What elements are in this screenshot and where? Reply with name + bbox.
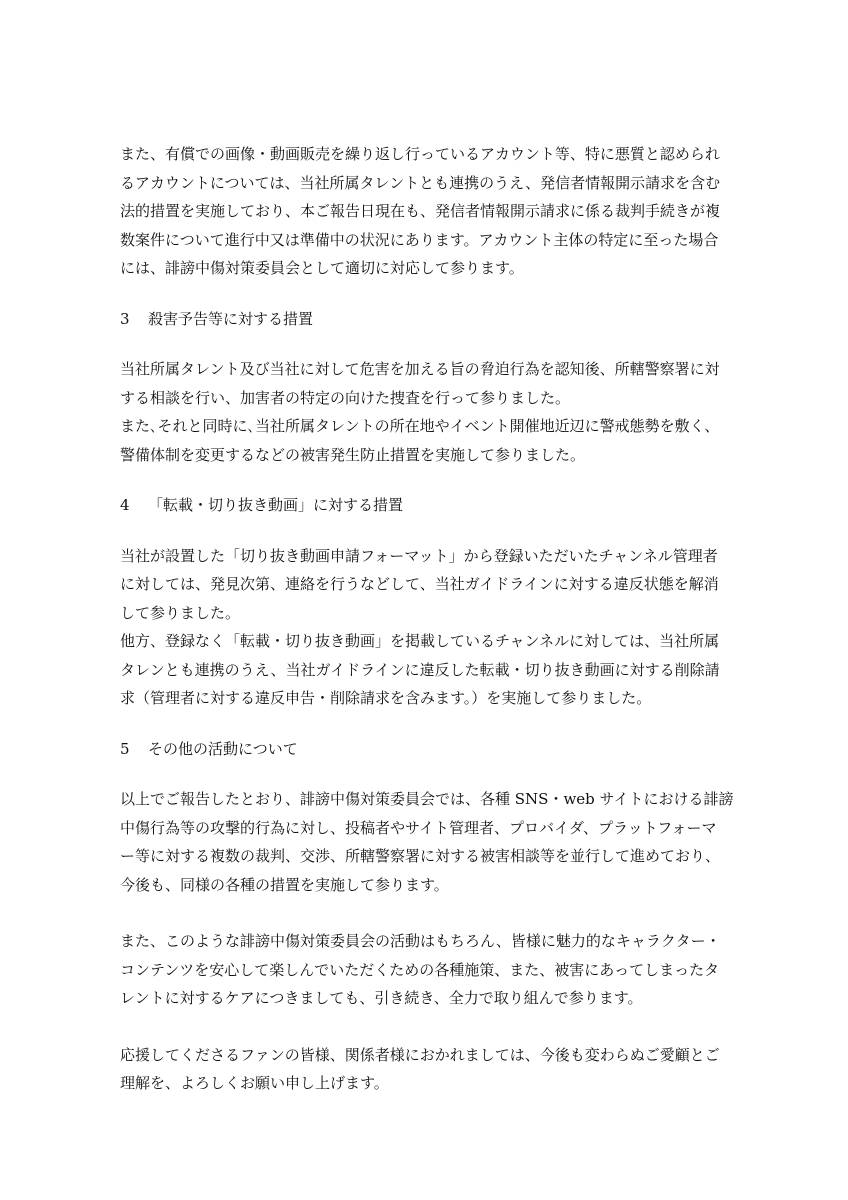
text-line: コンテンツを安心して楽しんでいただくための各種施策、また、被害にあってしまったタ [120, 960, 720, 979]
text-line: 応援してくださるファンの皆様、関係者様におかれましては、今後も変わらぬご愛顧とご [120, 1045, 720, 1064]
text-line: には、誹謗中傷対策委員会として適切に対応して参ります。 [120, 259, 524, 277]
section-heading-3 [120, 305, 730, 334]
paragraph-legal-measures [120, 140, 730, 283]
text-line: 法的措置を実施しており、本ご報告日現在も、発信者情報開示請求に係る裁判手続きが複 [120, 202, 721, 220]
text-line: に対しては、発見次第、連絡を行うなどして、当社ガイドラインに対する違反状態を解消 [120, 575, 719, 593]
section-number: 5 [120, 739, 130, 758]
section-number: 3 [120, 309, 130, 328]
text-line: また、有償での画像・動画販売を繰り返し行っているアカウント等、特に悪質と認められ [120, 145, 720, 163]
text-line: タレンとも連携のうえ、当社ガイドラインに違反した転載・切り抜き動画に対する削除請 [120, 660, 720, 679]
section-title: 殺害予告等に対する措置 [148, 309, 314, 328]
text-line: する相談を行い、加害者の特定の向けた捜査を行って参りました。 [120, 388, 571, 407]
section-heading-5 [120, 735, 730, 764]
paragraph-section-5 [120, 785, 734, 899]
text-line: また、このような誹謗中傷対策委員会の活動はもちろん、皆様に魅力的なキャラクター・ [120, 932, 721, 950]
text-line: 中傷行為等の攻撃的行為に対し、投稿者やサイト管理者、プロバイダ、プラットフォーマ [120, 818, 717, 837]
text-line: 他方、登録なく「転載・切り抜き動画」を掲載しているチャンネルに対しては、当社所属 [120, 632, 720, 650]
paragraph-section-3 [120, 355, 730, 469]
section-number: 4 [120, 496, 130, 514]
text-line: 理解を、よろしくお願い申し上げます。 [120, 1074, 389, 1092]
text-line: して参りました。 [120, 603, 241, 622]
text-line: また､それと同時に､当社所属タレントの所在地やイベント開催地近辺に警戒態勢を敷く、 [120, 417, 720, 435]
text-line: 今後も、同様の各種の措置を実施して参ります。 [120, 875, 449, 894]
section-title: その他の活動について [148, 739, 298, 758]
section-heading-4 [120, 491, 730, 520]
text-line: 求（管理者に対する違反申告・削除請求を含みます。）を実施して参りました。 [120, 689, 652, 707]
paragraph-committee-activities [120, 927, 730, 1013]
text-line: ー等に対する複数の裁判、交渉、所轄警察署に対する被害相談等を並行して進めており、 [120, 847, 721, 865]
text-line: 当社が設置した「切り抜き動画申請フォーマット」から登録いただいたチャンネル管理者 [120, 546, 718, 565]
text-line: 数案件について進行中又は準備中の状況にあります。アカウント主体の特定に至った場合 [120, 230, 719, 249]
text-line: 当社所属タレント及び当社に対して危害を加える旨の脅迫行為を認知後、所轄警察署に対 [120, 360, 720, 378]
text-line: るアカウントについては、当社所属タレントとも連携のうえ、発信者情報開示請求を含む [120, 173, 721, 192]
paragraph-section-4 [120, 542, 730, 713]
text-line: 以上でご報告したとおり、誹謗中傷対策委員会では、各種 SNS・web サイトにおける誹謗 [120, 790, 734, 808]
document-page [120, 140, 734, 1098]
section-title: 「転載・切り抜き動画」に対する措置 [148, 496, 404, 514]
text-line: 警備体制を変更するなどの被害発生防止措置を実施して参りました。 [120, 445, 586, 464]
text-line: レントに対するケアにつきましても、引き続き、全力で取り組んで参ります。 [120, 989, 643, 1007]
paragraph-closing [120, 1041, 730, 1098]
